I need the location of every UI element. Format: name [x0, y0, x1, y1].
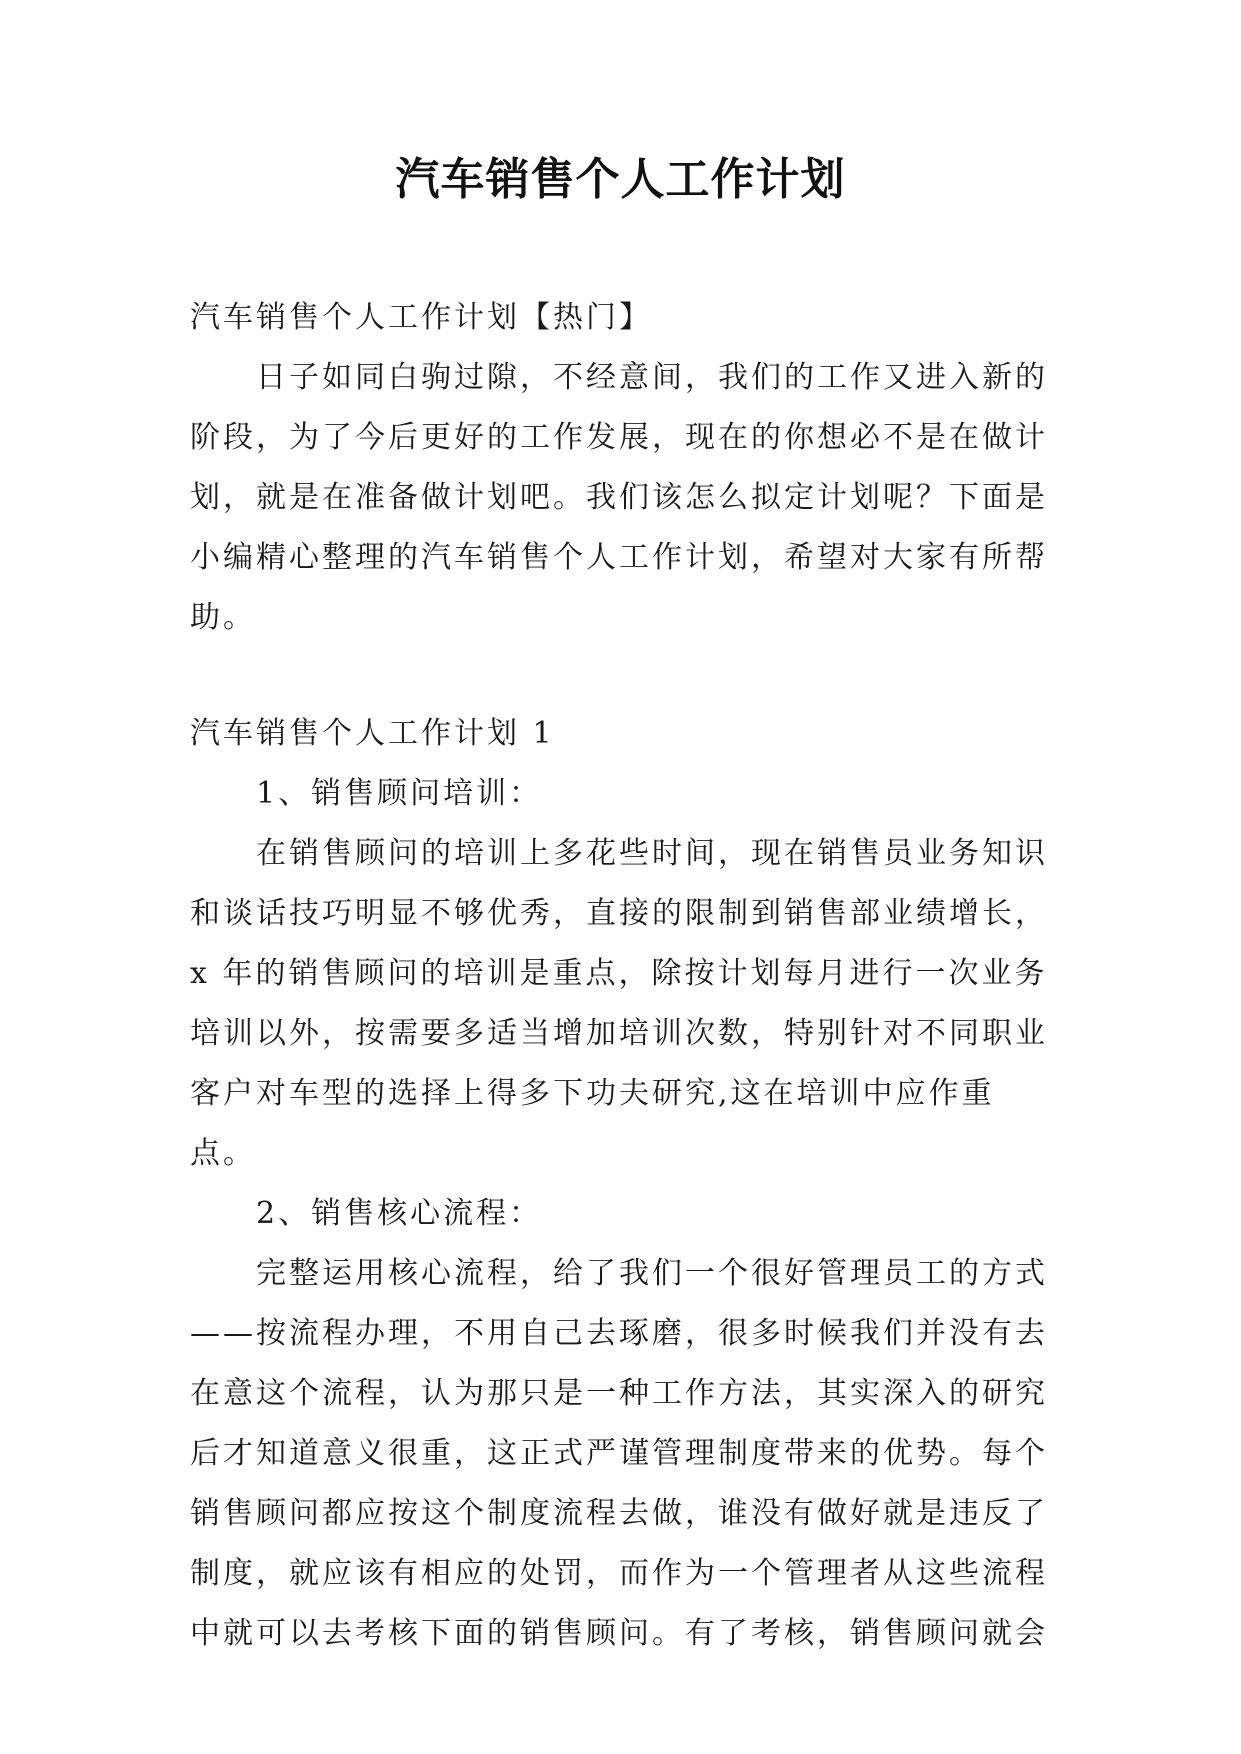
- item-heading-training: 1、销售顾问培训：: [256, 776, 543, 811]
- intro-paragraph: 日子如同白驹过隙，不经意间，我们的工作又进入新的阶段，为了今后更好的工作发展，现在的你想必不是在做计划，就是在准备做计划吧。我们该怎么拟定计划呢？下面是小编精心整理的汽车销售个人工作计划，希望对大家有所帮助。: [190, 360, 1048, 635]
- section-heading: 汽车销售个人工作计划 1: [190, 716, 555, 751]
- section-spacer: [190, 648, 1050, 704]
- document-title: 汽车销售个人工作计划: [395, 154, 846, 205]
- document-body: [190, 288, 1050, 1664]
- paragraph-training: 在销售顾问的培训上多花些时间，现在销售员业务知识和谈话技巧明显不够优秀，直接的限制到销售部业绩增长，x 年的销售顾问的培训是重点，除按计划每月进行一次业务培训以外，按需要多适当增加培训次数，特别针对不同职业客户对车型的选择上得多下功夫研究,这在培训中应作重点。: [190, 836, 1048, 1171]
- item-heading-process: 2、销售核心流程：: [256, 1196, 543, 1231]
- document-subtitle: 汽车销售个人工作计划【热门】: [190, 300, 652, 335]
- paragraph-process: 完整运用核心流程，给了我们一个很好管理员工的方式——按流程办理，不用自己去琢磨，很多时候我们并没有去在意这个流程，认为那只是一种工作方法，其实深入的研究后才知道意义很重，这正式严谨管理制度带来的优势。每个销售顾问都应按这个制度流程去做，谁没有做好就是违反了制度，就应该有相应的处罚，而作为一个管理者从这些流程中就可以去考核下面的销售顾问。有了考核，销售顾问就会: [190, 1256, 1048, 1651]
